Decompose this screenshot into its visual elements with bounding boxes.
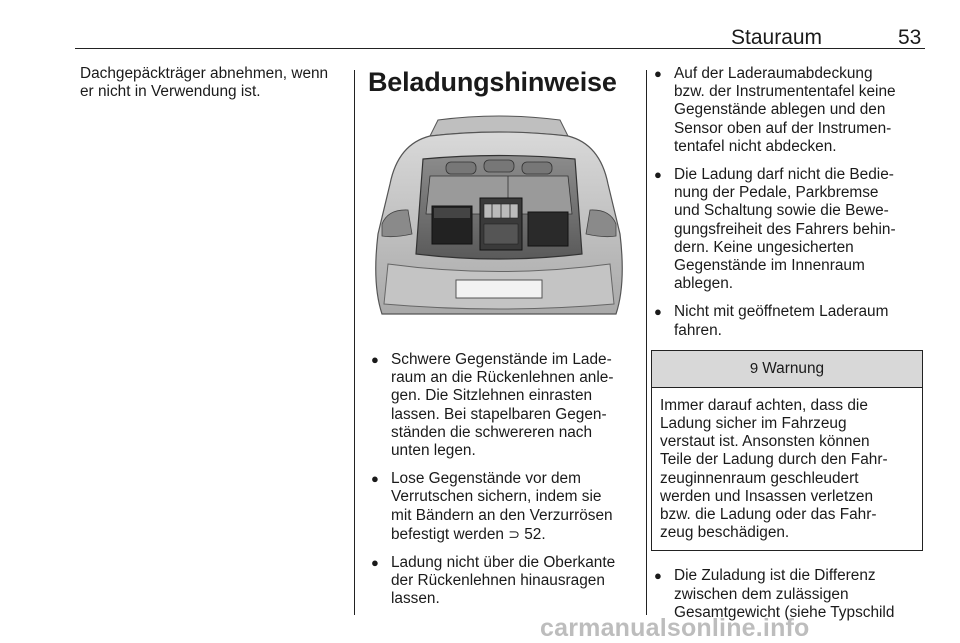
- text-line: werden und Insassen verletzen: [660, 487, 874, 505]
- col1-text: [80, 65, 342, 101]
- list-item: [368, 351, 633, 460]
- text-line: und Schaltung sowie die Bewe-: [674, 202, 889, 220]
- warning-body: [652, 388, 922, 551]
- bullet-icon: ●: [371, 352, 379, 367]
- text-line: unten legen.: [391, 442, 476, 460]
- list-item: [368, 470, 633, 544]
- text-line: Gegenstände ablegen und den: [674, 101, 886, 119]
- warning-header: [652, 351, 922, 388]
- text-line: zeug beschädigen.: [660, 524, 790, 542]
- text-line: Die Zuladung ist die Differenz: [674, 567, 876, 585]
- text-line: Auf der Laderaumabdeckung: [674, 65, 873, 82]
- column-3: [651, 65, 929, 632]
- text-line: Die Ladung darf nicht die Bedie-: [674, 166, 894, 184]
- text-line: Verrutschen sichern, indem sie: [391, 488, 602, 506]
- text-line: er nicht in Verwendung ist.: [80, 83, 261, 101]
- text-line: Nicht mit geöffnetem Laderaum: [674, 303, 889, 321]
- text-line: Immer darauf achten, dass die: [660, 396, 868, 414]
- page-number: 53: [898, 26, 922, 49]
- list-item: [368, 554, 633, 609]
- column-divider-1: [354, 70, 355, 615]
- column-1: [80, 65, 342, 101]
- text-line: Ladung sicher im Fahrzeug: [660, 415, 847, 433]
- bullet-icon: ●: [371, 555, 379, 571]
- list-item: [651, 303, 929, 339]
- text-line: Schwere Gegenstände im Lade-: [391, 351, 612, 368]
- column-divider-2: [646, 70, 647, 615]
- text-line: zwischen dem zulässigen: [674, 585, 849, 603]
- page-header-title: Stauraum: [731, 26, 823, 49]
- text-line: lassen.: [391, 590, 440, 608]
- text-line: Sensor oben auf der Instrumen-: [674, 119, 892, 137]
- text-line: bzw. die Ladung oder das Fahr-: [660, 506, 877, 524]
- section-heading: Beladungshinweise: [368, 67, 617, 97]
- text-line: raum an die Rückenlehnen anle-: [391, 369, 614, 387]
- warning-icon: 9: [749, 360, 759, 378]
- text-line: verstaut ist. Ansonsten können: [660, 433, 870, 451]
- text-line: zeuginnenraum geschleudert: [660, 469, 859, 487]
- text-line: Ladung nicht über die Oberkante: [391, 554, 616, 572]
- bullet-icon: ●: [654, 66, 662, 81]
- loading-tips-list: [368, 351, 633, 609]
- cross-reference-icon[interactable]: ⊃: [508, 525, 520, 542]
- bullet-icon: ●: [654, 568, 662, 584]
- text-line: der Rückenlehnen hinausragen: [391, 572, 605, 590]
- text-line: Teile der Ladung durch den Fahr-: [660, 451, 888, 469]
- text-line: gungsfreiheit des Fahrers behin-: [674, 220, 896, 238]
- text-line: ständen die schwereren nach: [391, 423, 593, 441]
- list-item: [651, 166, 929, 293]
- warning-title: Warnung: [762, 359, 825, 377]
- car-trunk-illustration: [368, 114, 630, 326]
- list-item: [651, 65, 929, 156]
- text-line: mit Bändern an den Verzurrösen: [391, 506, 613, 524]
- text-line: fahren.: [674, 321, 722, 339]
- column-2: [368, 65, 633, 619]
- text-line: dern. Keine ungesicherten: [674, 238, 854, 256]
- loading-tips-list-continued: [651, 65, 929, 340]
- text-line: tentafel nicht abdecken.: [674, 137, 837, 155]
- warning-box: [651, 350, 923, 552]
- header-rule: [75, 48, 925, 49]
- bullet-icon: ●: [654, 167, 662, 183]
- bullet-icon: ●: [654, 304, 662, 320]
- footer-watermark: carmanualsonline.info: [540, 614, 810, 642]
- text-line: lassen. Bei stapelbaren Gegen-: [391, 405, 607, 423]
- text-line: Gesamtgewicht (siehe Typschild: [674, 603, 895, 621]
- text-line: Lose Gegenstände vor dem: [391, 470, 581, 488]
- text-line: nung der Pedale, Parkbremse: [674, 184, 879, 202]
- text-line: Dachgepäckträger abnehmen, wenn: [80, 65, 329, 82]
- text-line: bzw. der Instrumententafel keine: [674, 83, 896, 101]
- text-line: ablegen.: [674, 275, 734, 293]
- text-line: gen. Die Sitzlehnen einrasten: [391, 387, 593, 405]
- text-line: befestigt werden: [391, 525, 504, 543]
- cross-reference-page[interactable]: 52.: [524, 525, 546, 543]
- text-line: Gegenstände im Innenraum: [674, 257, 865, 275]
- bullet-icon: ●: [371, 471, 379, 487]
